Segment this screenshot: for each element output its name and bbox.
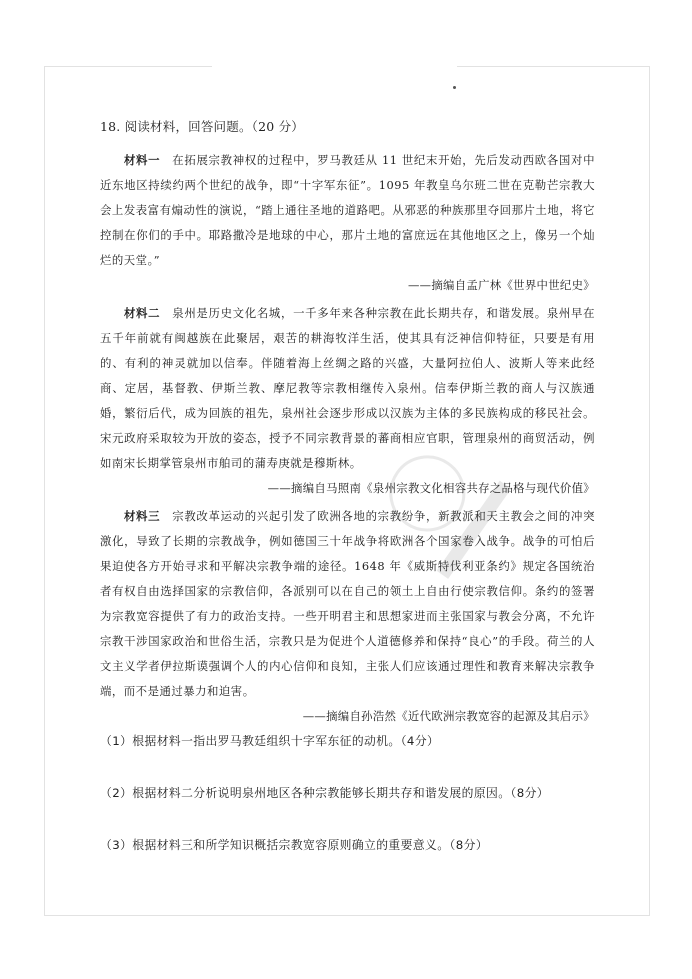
material-3-label: 材料三: [123, 509, 161, 523]
material-2-label: 材料二: [123, 306, 161, 320]
sub-question-3: （3）根据材料三和所学知识概括宗教宽容原则确立的重要意义。（8分）: [100, 838, 489, 852]
question-title: 18. 阅读材料，回答问题。（20 分）: [100, 119, 304, 134]
material-3-text: 宗教改革运动的兴起引发了欧洲各地的宗教纷争，新教派和天主教会之间的冲突激化，导致了长期的宗教战争，例如德国三十年战争将欧洲各个国家卷入战争。战争的可怕后果迫使各方开始寻求和平解决宗教争端的途径。1648 年《威斯特伐利亚条约》规定各国统治者有权自由选择国家的宗教信仰，各派别可以在自己的领土上自由行使宗教信仰。条约的签署为宗教宽容提供了有力的政治支持。一些开明君主和思想家进而主张国家与教会分离，不允许宗教干涉国家政治和世俗生活，宗教只是为促进个人道德修养和保持“良心”的手段。荷兰的人文主义学者伊拉斯谟强调个人的内心信仰和良知，主张人们应该通过理性和教育来解决宗教争端，而不是通过暴力和迫害。: [100, 509, 595, 698]
material-2: [100, 301, 595, 476]
question-block: [100, 118, 595, 854]
sub-question-1: （1）根据材料一指出罗马教廷组织十字军东征的动机。（4分）: [100, 734, 440, 748]
material-1: [100, 148, 595, 273]
material-3-source: ——摘编自孙浩然《近代欧洲宗教宽容的起源及其启示》: [302, 709, 595, 723]
scan-mask: [212, 60, 457, 72]
scan-dot: [453, 86, 456, 89]
material-1-text: 在拓展宗教神权的过程中，罗马教廷从 11 世纪末开始，先后发动西欧各国对中近东地区持续约两个世纪的战争，即“十字军东征”。1095 年教皇乌尔班二世在克勒芒宗教大会上发表富有煽动性的演说，“踏上通往圣地的道路吧。从邪恶的种族那里夺回那片土地，将它控制在你们的手中。耶路撒冷是地球的中心，那片土地的富庶远在其他地区之上，像另一个灿烂的天堂。”: [100, 153, 595, 267]
material-3: [100, 504, 595, 704]
material-2-text: 泉州是历史文化名城，一千多年来各种宗教在此长期共存，和谐发展。泉州早在五千年前就有闽越族在此聚居，艰苦的耕海牧洋生活，使其具有泛神信仰特征，只要是有用的、有利的神灵就加以信奉。伴随着海上丝绸之路的兴盛，大量阿拉伯人、波斯人等来此经商、定居，基督教、伊斯兰教、摩尼教等宗教相继传入泉州。信奉伊斯兰教的商人与汉族通婚，繁衍后代，成为回族的祖先，泉州社会逐步形成以汉族为主体的多民族构成的移民社会。宋元政府采取较为开放的姿态，授予不同宗教背景的蕃商相应官职，管理泉州的商贸活动，例如南宋长期掌管泉州市舶司的蒲寿庚就是穆斯林。: [100, 306, 595, 470]
material-1-label: 材料一: [123, 153, 161, 167]
material-1-source: ——摘编自孟广林《世界中世纪史》: [407, 278, 595, 292]
material-2-source: ——摘编自马照南《泉州宗教文化相容共存之品格与现代价值》: [267, 481, 595, 495]
sub-question-2: （2）根据材料二分析说明泉州地区各种宗教能够长期共存和谐发展的原因。（8分）: [100, 786, 550, 800]
